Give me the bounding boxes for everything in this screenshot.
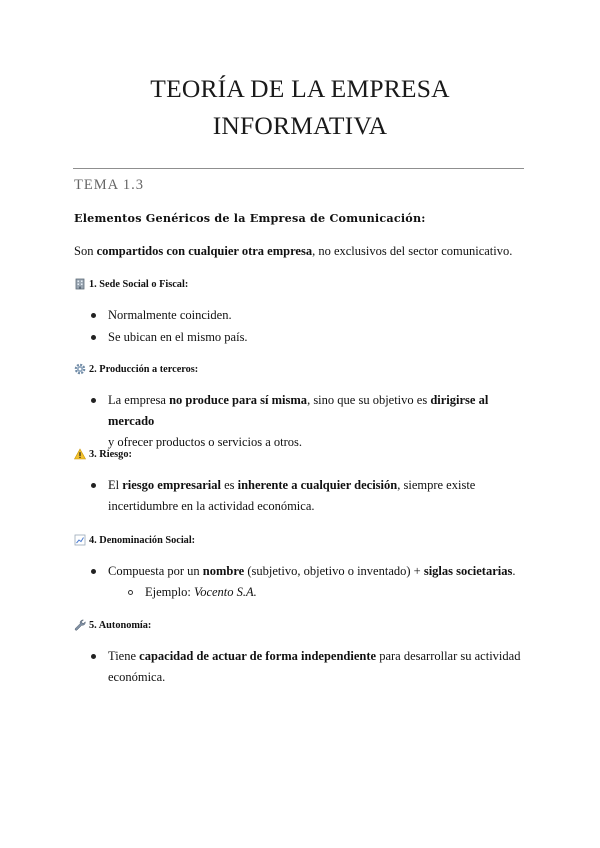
bullet-dot [91, 313, 96, 318]
list-item: La empresa no produce para sí misma, sino que su objetivo es dirigirse al mercado y ofrecer productos o servicios a otros. [108, 393, 489, 449]
bullet-dot [91, 654, 96, 659]
document-title-line-1: TEORÍA DE LA EMPRESA [150, 74, 450, 103]
section-heading: Elementos Genéricos de la Empresa de Comunicación: [74, 211, 426, 225]
bullet-dot [91, 483, 96, 488]
section-5-heading: 5. Autonomía: [74, 619, 151, 631]
title-divider [73, 168, 524, 169]
section-4-heading: 4. Denominación Social: [74, 534, 195, 546]
building-icon [74, 278, 86, 290]
document-title-line-2: INFORMATIVA [212, 111, 388, 140]
wrench-icon [74, 619, 86, 631]
bullet-dot [91, 569, 96, 574]
gear-icon [74, 363, 86, 375]
bullet-dot [91, 335, 96, 340]
warning-icon [74, 448, 86, 460]
list-item: Se ubican en el mismo país. [108, 330, 248, 344]
chart-icon [74, 534, 86, 546]
section-3-heading: 3. Riesgo: [74, 448, 132, 460]
sub-list-item: Ejemplo: Vocento S.A. [145, 585, 257, 599]
list-item: Normalmente coinciden. [108, 308, 232, 322]
list-item: El riesgo empresarial es inherente a cualquier decisión, siempre existe incertidumbre en la actividad económica. [108, 478, 476, 513]
list-item: Compuesta por un nombre (subjetivo, objetivo o inventado) + siglas societarias. [108, 564, 516, 578]
section-2-heading: 2. Producción a terceros: [74, 363, 198, 375]
section-1-heading: 1. Sede Social o Fiscal: [74, 278, 188, 290]
bullet-dot [91, 398, 96, 403]
list-item: Tiene capacidad de actuar de forma independiente para desarrollar su actividad económica. [108, 649, 521, 684]
document-subtitle: TEMA 1.3 [74, 177, 145, 193]
sub-bullet-circle [128, 590, 133, 595]
intro-paragraph: Son compartidos con cualquier otra empresa, no exclusivos del sector comunicativo. [74, 244, 513, 258]
